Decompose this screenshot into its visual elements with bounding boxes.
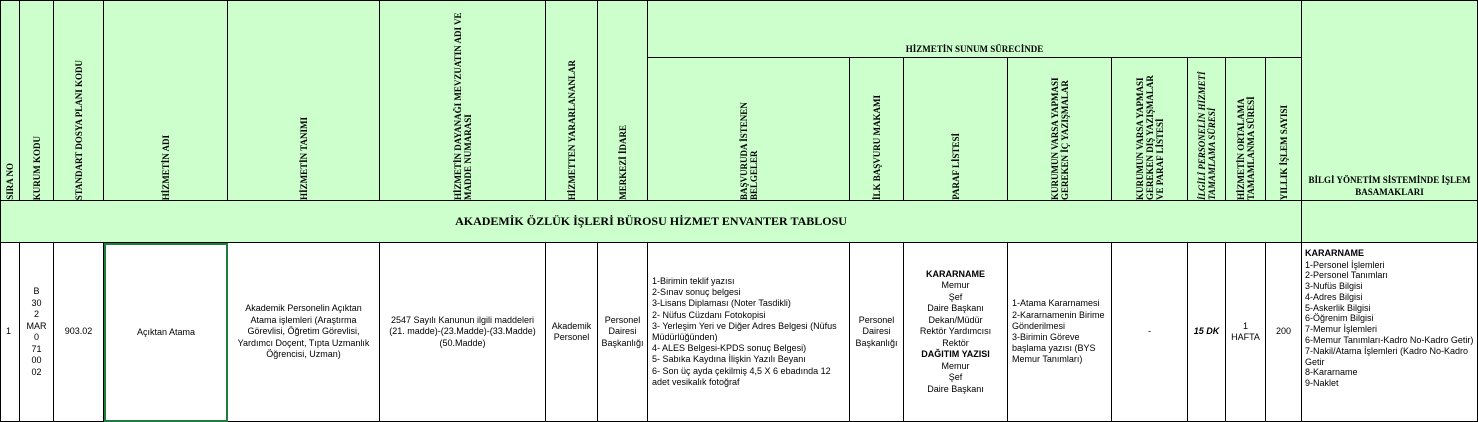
kurum-kodu-line: MAR <box>26 320 47 331</box>
header-hizmetin-tanimi-label: HİZMETİN TANIMI <box>298 117 309 200</box>
kurum-kodu-line: 71 <box>31 343 42 354</box>
row-ilk-basvuru[interactable] <box>850 243 904 422</box>
list-item: 4-Adres Bilgisi <box>1305 291 1363 302</box>
header-sira-no[interactable] <box>0 0 20 201</box>
row-sira-no[interactable] <box>0 243 20 422</box>
header-merkezi-idare[interactable] <box>598 0 648 201</box>
list-item: 3-Lisans Diplaması (Noter Tasdikli) <box>652 298 791 309</box>
paraf-item: Daire Başkanı <box>927 383 984 394</box>
list-item: 6- Son üç ayda çekilmiş 4,5 X 6 ebadında 12 adet vesikalık fotoğraf <box>652 365 831 387</box>
row-mevzuat[interactable] <box>380 243 546 422</box>
header-sunum-sureci[interactable] <box>648 0 1302 58</box>
header-personel-sure-label: İLGİLİ PERSONELİN HİZMETİ TAMAMLAMA SÜRESİ <box>1196 71 1217 200</box>
list-item: 1-Birimin teklif yazısı <box>652 275 735 286</box>
header-basvuru-belgeler-label: BAŞVURUDA İSTENEN BELGELER <box>738 102 759 200</box>
header-paraf-listesi[interactable] <box>904 58 1008 201</box>
list-item: 6-Öğrenim Bilgisi <box>1305 313 1374 324</box>
row-paraf-listesi[interactable] <box>904 243 1008 422</box>
header-hizmetin-tanimi[interactable] <box>228 0 380 201</box>
table-banner-label: AKADEMİK ÖZLÜK İŞLERİ BÜROSU HİZMET ENVANTER TABLOSU <box>455 214 847 228</box>
kurum-kodu-line: 2 <box>33 309 39 319</box>
header-merkezi-idare-label: MERKEZİ İDARE <box>617 125 628 200</box>
header-paraf-listesi-label: PARAF LİSTESİ <box>950 133 961 200</box>
row-ilk-basvuru-value: Personel Dairesi Başkanlığı <box>855 314 898 348</box>
row-merkezi-idare-value: Personel Dairesi Başkanlığı <box>601 314 644 348</box>
ic-yazismalar-list <box>1008 298 1111 365</box>
header-dis-yazismalar[interactable] <box>1112 58 1188 201</box>
list-item: 3-Birimin Göreve başlama yazısı (BYS Memur Tanımları) <box>1012 332 1096 365</box>
row-ic-yazismalar[interactable] <box>1008 243 1112 422</box>
header-yararlananlar-label: HİZMETTEN YARARLANANLAR <box>566 59 577 200</box>
row-yararlananlar[interactable] <box>546 243 598 422</box>
header-basvuru-belgeler[interactable] <box>648 58 850 201</box>
kurum-kodu-line: 02 <box>31 366 42 377</box>
row-merkezi-idare[interactable] <box>598 243 648 422</box>
header-standart-dosya-label: STANDART DOSYA PLANI KODU <box>73 59 84 200</box>
paraf-dagitim-title: DAĞITIM YAZISI <box>921 349 990 360</box>
header-hizmetin-adi[interactable] <box>104 0 228 201</box>
list-item: 8-Kararname <box>1305 367 1358 378</box>
list-item: 6-Memur Tanımları-Kadro No-Kadro Getir) <box>1305 335 1474 346</box>
row-hizmetin-adi[interactable] <box>104 243 228 422</box>
header-ilk-basvuru-label: İLK BAŞVURU MAKAMI <box>871 94 882 200</box>
list-item: 7-Nakil/Atama İşlemleri (Kadro No-Kadro Getir <box>1305 345 1469 367</box>
paraf-item: Dekan/Müdür <box>928 314 983 325</box>
row-yillik-islem[interactable] <box>1266 243 1302 422</box>
header-yillik-islem[interactable] <box>1266 58 1302 201</box>
row-bilgi-yonetim[interactable] <box>1302 243 1478 422</box>
basvuru-belgeler-list <box>648 276 849 388</box>
list-item: 3-Nufüs Bilgisi <box>1305 281 1363 292</box>
header-hizmetin-adi-label: HİZMETİN ADI <box>160 134 171 200</box>
header-ic-yazismalar-label: KURUMUN VARSA YAPMASI GEREKEN İÇ YAZIŞMALAR <box>1049 77 1070 200</box>
row-personel-sure[interactable] <box>1188 243 1226 422</box>
header-sira-no-label: SIRA NO <box>5 163 15 200</box>
row-yillik-islem-value: 200 <box>1275 326 1292 337</box>
paraf-item: Şef <box>948 291 963 302</box>
bilgi-yonetim-title: KARARNAME <box>1305 248 1364 258</box>
kurum-kodu-line: 00 <box>31 355 42 365</box>
row-standart-dosya[interactable] <box>54 243 104 422</box>
list-item: 2-Kararnamenin Birime Gönderilmesi <box>1012 309 1105 331</box>
kurum-kodu-line: 30 <box>31 297 42 308</box>
row-hizmetin-tanimi-value: Akademik Personelin Açıktan Atama işlemleri (Araştırma Görevlisi, Öğretim Görevlisi, Yardımcı Doçent, Tıpta Uzmanlık Öğrencisi, Uzman) <box>237 303 370 360</box>
header-ic-yazismalar[interactable] <box>1008 58 1112 201</box>
row-ortalama-sure[interactable] <box>1226 243 1266 422</box>
row-hizmetin-adi-value: Açıktan Atama <box>136 326 196 337</box>
header-personel-sure[interactable] <box>1188 58 1226 201</box>
paraf-item: Memur <box>941 360 970 371</box>
header-mevzuat[interactable] <box>380 0 546 201</box>
header-kurum-kodu[interactable] <box>20 0 54 201</box>
paraf-item: Memur <box>941 280 970 291</box>
list-item: 5- Sabıka Kaydına İlişkin Yazılı Beyanı <box>652 354 806 365</box>
row-sira-no-value: 1 <box>6 326 12 337</box>
header-kurum-kodu-label: KURUM KODU <box>31 135 42 200</box>
list-item: 1-Atama Kararnamesi <box>1012 298 1100 309</box>
paraf-item: Daire Başkanı <box>927 303 984 314</box>
table-banner[interactable] <box>0 201 1302 243</box>
list-item: 5-Askerlik Bilgisi <box>1305 302 1371 313</box>
row-basvuru-belgeler[interactable] <box>648 243 850 422</box>
paraf-kararname-title: KARARNAME <box>926 268 985 279</box>
header-dis-yazismalar-label: KURUMUN VARSA YAPMASI GEREKEN DIŞ YAZIŞMALAR VE PARAF LİSTESİ <box>1134 75 1165 200</box>
row-hizmetin-tanimi[interactable] <box>228 243 380 422</box>
list-item: 1-Personel İşlemleri <box>1305 259 1385 270</box>
paraf-item: Şef <box>948 372 963 383</box>
header-mevzuat-label: HİZMETİN DAYANAĞI MEVZUATIN ADI VE MADDE NUMARASI <box>452 12 473 200</box>
list-item: 3- Yerleşim Yeri ve Diğer Adres Belgesi (Nüfus Müdürlüğünden) <box>652 320 837 342</box>
list-item: 9-Naklet <box>1305 378 1339 389</box>
list-item: 7-Memur İşlemleri <box>1305 324 1378 335</box>
header-sunum-sureci-label: HİZMETİN SUNUM SÜRECİNDE <box>905 44 1044 54</box>
bilgi-yonetim-list <box>1305 260 1474 390</box>
list-item: 4- ALES Belgesi-KPDS sonuç Belgesi) <box>652 343 807 354</box>
row-dis-yazismalar-value: - <box>1148 326 1151 337</box>
header-ortalama-sure[interactable] <box>1226 58 1266 201</box>
ortalama-sure-line: HAFTA <box>1231 332 1260 342</box>
row-mevzuat-value: 2547 Sayılı Kanunun ilgili maddeleri (21. madde)-(23.Madde)-(33.Madde)(50.Madde) <box>389 314 536 348</box>
banner-filler <box>1302 201 1478 243</box>
row-standart-dosya-value: 903.02 <box>64 326 93 337</box>
row-personel-sure-value: 15 DK <box>1193 326 1220 337</box>
row-yararlananlar-value: Akademik Personel <box>551 320 592 342</box>
list-item: 2-Personel Tanımları <box>1305 270 1388 281</box>
list-item: 2- Nüfus Cüzdanı Fotokopisi <box>652 309 766 320</box>
list-item: 2-Sınav sonuç belgesi <box>652 287 741 298</box>
header-standart-dosya[interactable] <box>54 0 104 201</box>
header-ilk-basvuru[interactable] <box>850 58 904 201</box>
kurum-kodu-line: B <box>33 286 40 296</box>
header-ortalama-sure-label: HİZMETİN ORTALAMA TAMAMLANMA SÜRESİ <box>1235 96 1256 200</box>
row-dis-yazismalar[interactable] <box>1112 243 1188 422</box>
header-yillik-islem-label: YILLIK İŞLEM SAYISI <box>1278 104 1289 200</box>
paraf-item: Rektör <box>942 337 969 348</box>
row-kurum-kodu[interactable] <box>20 243 54 422</box>
header-bilgi-yonetim[interactable] <box>1302 0 1478 201</box>
ortalama-sure-line: 1 <box>1242 320 1248 331</box>
kurum-kodu-line: 0 <box>33 332 39 342</box>
paraf-item: Rektör Yardımcısı <box>919 326 992 337</box>
header-bilgi-yonetim-label: BİLGİ YÖNETİM SİSTEMİNDE İŞLEM BASAMAKLARI <box>1308 175 1471 197</box>
header-yararlananlar[interactable] <box>546 0 598 201</box>
